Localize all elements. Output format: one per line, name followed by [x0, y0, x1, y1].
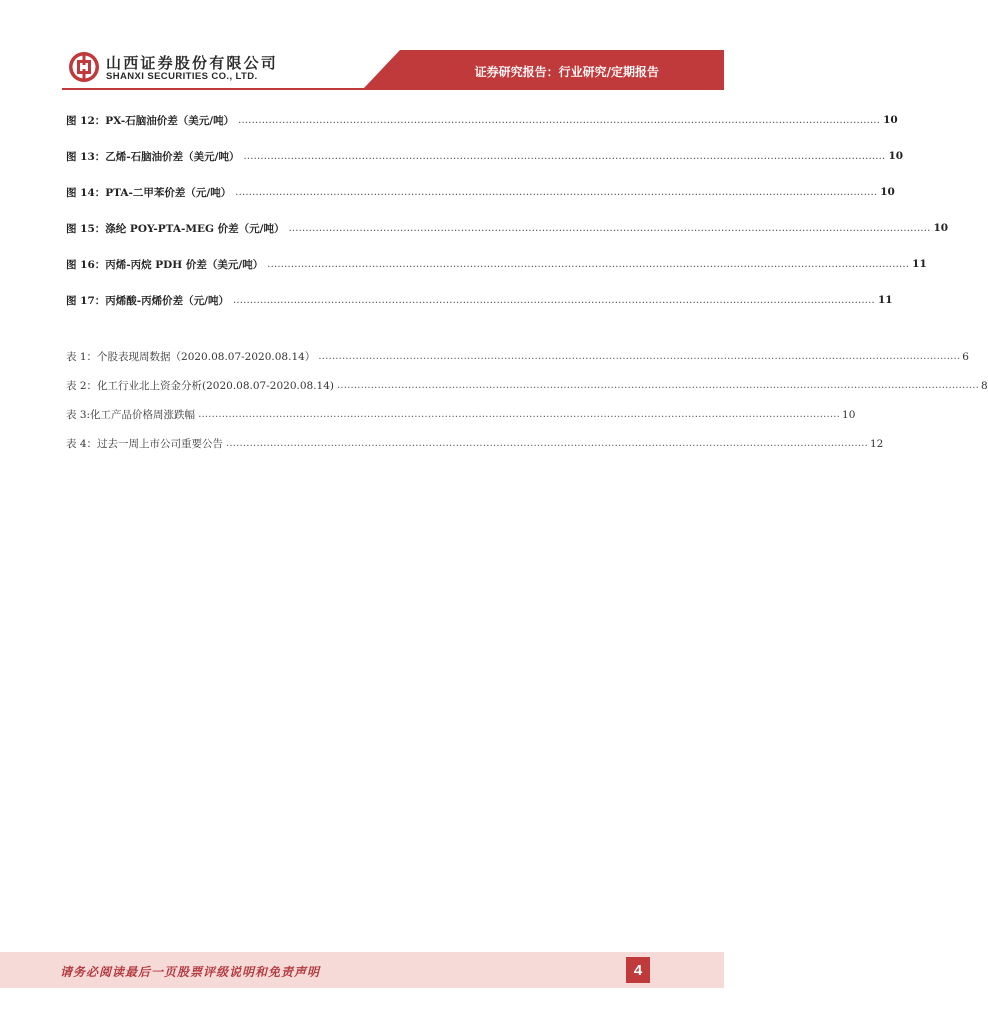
toc-leader-dots: .............................................................................................................................................................................................. [267, 258, 910, 270]
toc-leader-dots: .............................................................................................................................................................................................. [318, 351, 961, 362]
toc-entry-label: 图 14：PTA-二甲苯价差（元/吨） [66, 186, 232, 199]
page-number: 4 [626, 957, 650, 983]
toc-leader-dots: .............................................................................................................................................................................................. [232, 294, 875, 306]
toc-entry-table[interactable] [66, 400, 856, 429]
toc-entry-page: 10 [888, 150, 904, 162]
toc-entry-label: 表 3:化工产品价格周涨跌幅 [66, 409, 196, 421]
toc-entry-label: 图 12：PX-石脑油价差（美元/吨） [66, 114, 235, 127]
toc-leader-dots: .............................................................................................................................................................................................. [288, 222, 931, 234]
toc-entry-table[interactable] [66, 429, 884, 458]
page-header [0, 0, 724, 100]
toc-entry-figure[interactable] [66, 138, 904, 174]
toc-leader-dots: .............................................................................................................................................................................................. [337, 380, 979, 391]
page-footer [0, 952, 724, 988]
toc-leader-dots: .............................................................................................................................................................................................. [243, 150, 886, 162]
toc-entry-label: 图 16：丙烯-丙烷 PDH 价差（美元/吨） [66, 258, 264, 271]
toc-entry-page: 11 [877, 294, 893, 306]
toc-entry-page: 10 [933, 222, 949, 234]
toc-entry-label: 图 13：乙烯-石脑油价差（美元/吨） [66, 150, 240, 163]
company-name-en: SHANXI SECURITIES CO., LTD. [106, 71, 258, 82]
toc-leader-dots: .............................................................................................................................................................................................. [238, 114, 881, 126]
report-type: 证券研究报告：行业研究/定期报告 [474, 65, 659, 79]
toc-entry-figure[interactable] [66, 246, 927, 282]
toc-entry-table[interactable] [66, 342, 969, 371]
toc-entry-page: 6 [962, 350, 969, 363]
company-logo-icon [68, 51, 100, 83]
toc-entry-label: 表 4：过去一周上市公司重要公告 [66, 438, 224, 450]
toc-leader-dots: .............................................................................................................................................................................................. [198, 409, 841, 420]
toc-entry-figure[interactable] [66, 210, 949, 246]
disclaimer-text: 请务必阅读最后一页股票评级说明和免责声明 [60, 965, 321, 979]
header-banner [0, 0, 724, 100]
toc-leader-dots: .............................................................................................................................................................................................. [226, 438, 868, 449]
company-name-cn: 山西证券股份有限公司 [106, 54, 279, 72]
toc-entry-label: 图 15：涤纶 POY-PTA-MEG 价差（元/吨） [66, 222, 285, 235]
toc-entry-table[interactable] [66, 371, 988, 400]
toc-entry-page: 12 [870, 437, 884, 450]
toc-entry-page: 10 [842, 408, 856, 421]
toc-entry-page: 11 [912, 258, 927, 270]
toc-entry-page: 10 [880, 186, 895, 198]
toc-entry-figure[interactable] [66, 174, 895, 210]
toc-entry-figure[interactable] [66, 282, 893, 318]
table-index [66, 342, 988, 458]
toc-entry-label: 表 1：个股表现周数据（2020.08.07-2020.08.14） [66, 351, 316, 363]
toc-entry-label: 图 17：丙烯酸-丙烯价差（元/吨） [66, 294, 229, 307]
toc-entry-page: 8 [980, 379, 988, 392]
toc-entry-page: 10 [883, 114, 898, 126]
toc-entry-label: 表 2：化工行业北上资金分析(2020.08.07-2020.08.14) [66, 380, 334, 392]
toc-entry-figure[interactable] [66, 102, 898, 138]
toc-leader-dots: .............................................................................................................................................................................................. [235, 186, 878, 198]
figure-index [66, 102, 949, 318]
